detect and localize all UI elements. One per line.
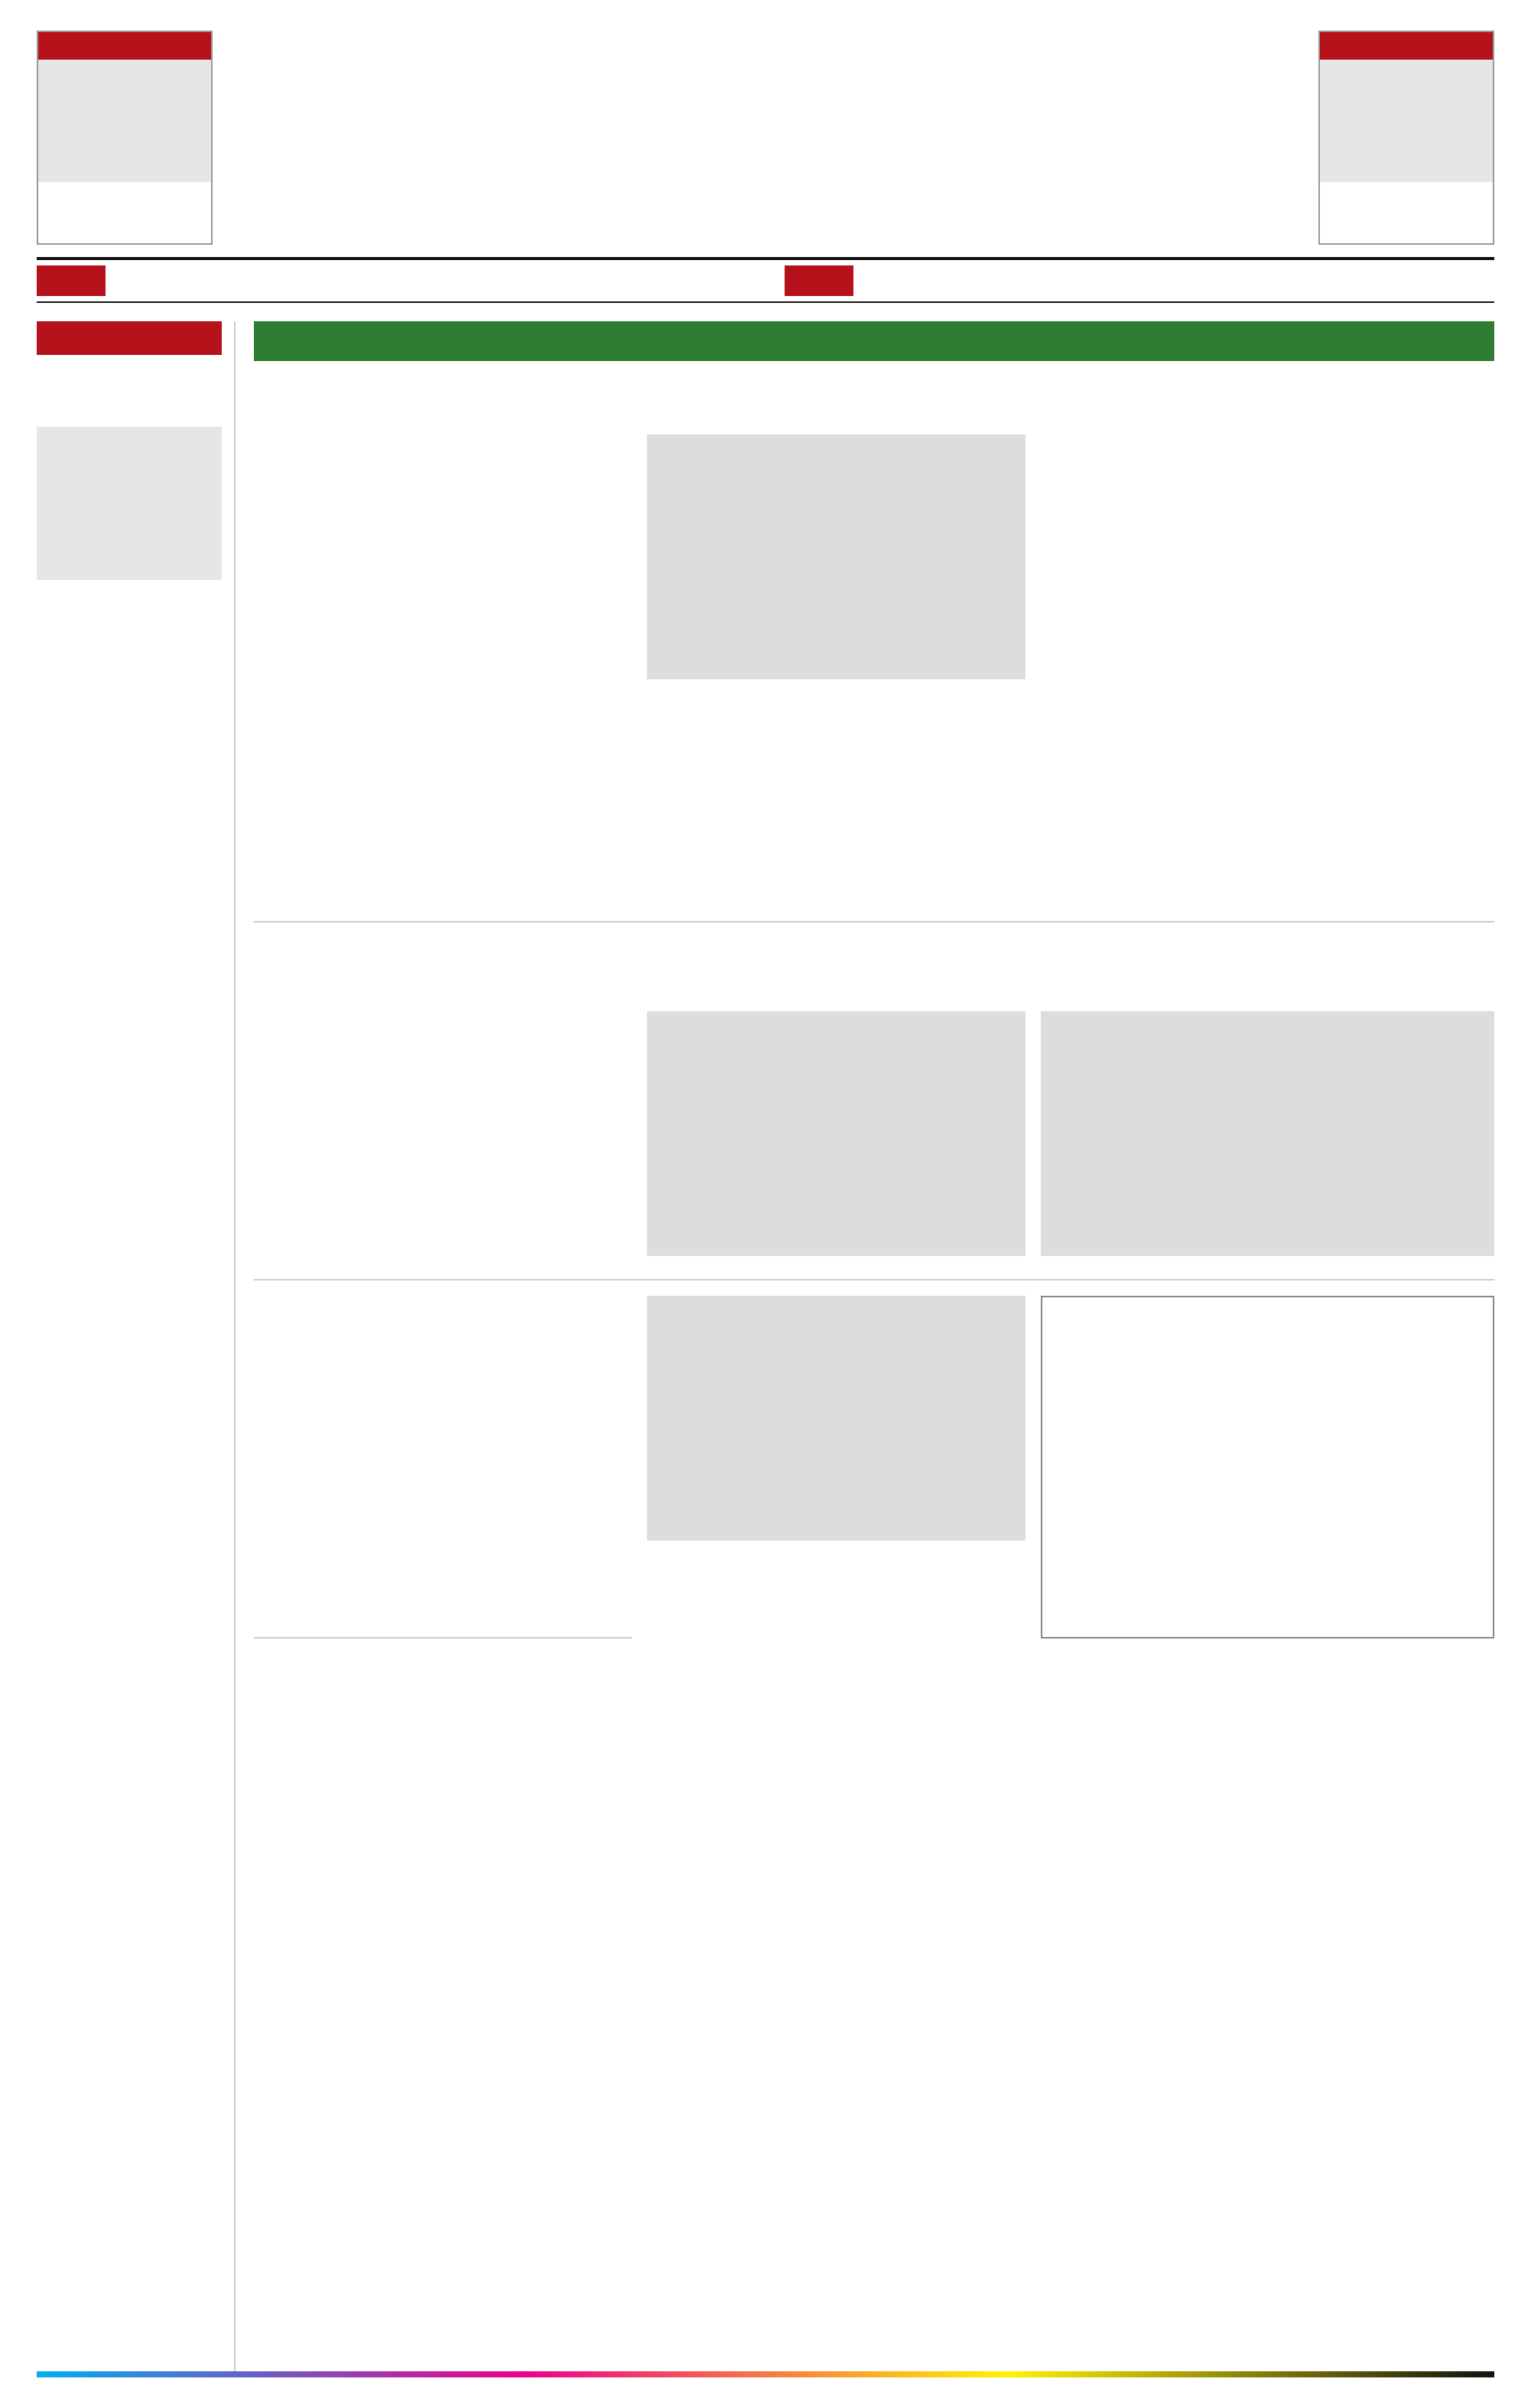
brand: [231, 31, 1300, 245]
second-story-text: [254, 1037, 632, 1267]
left-box-text: [38, 182, 211, 243]
ad-list-item: [1055, 1446, 1481, 1470]
main-column: [254, 321, 1494, 2371]
second-story-text-column: [254, 1011, 632, 1267]
edition-issue: [564, 269, 656, 292]
lead-story-headline: [254, 369, 1494, 427]
third-story-headline: [254, 1303, 632, 1362]
ad-brand: [1055, 1310, 1481, 1355]
ad-line: [1055, 1392, 1481, 1414]
lead-story-text-1: [254, 460, 632, 690]
left-box-photo: [38, 60, 211, 182]
third-story-photo: [647, 1296, 1025, 1541]
lower-section: [254, 1296, 1494, 1638]
right-box-text: [1320, 182, 1493, 243]
second-story-headline: [254, 945, 1494, 1004]
edition-infobar: [37, 260, 1494, 303]
ad-list-item: [1055, 1470, 1481, 1495]
masthead: [37, 31, 1494, 260]
lead-story-kicker: [254, 321, 1494, 361]
lead-story-photo: [647, 434, 1025, 679]
edition-website[interactable]: [344, 269, 436, 292]
third-story-byline: [254, 1369, 632, 1389]
lead-story-byline: [254, 434, 632, 454]
edition-channel[interactable]: [454, 269, 546, 292]
second-story-photo: [647, 1011, 1025, 1256]
ad-contact: [1055, 1527, 1481, 1548]
edition-dateline: [124, 269, 216, 292]
edition-pages: [785, 265, 853, 296]
right-box-title: [1320, 32, 1493, 60]
edition-calendar: [234, 269, 326, 292]
masthead-right-box: [1318, 31, 1494, 245]
third-story-text: [254, 1395, 632, 1625]
second-story-byline: [254, 1011, 632, 1031]
page-content: [37, 321, 1494, 2371]
lead-story-side: [1041, 434, 1494, 909]
left-box-title: [38, 32, 211, 60]
lead-story-side-head: [1041, 434, 1494, 454]
lead-story-text-2: [647, 679, 1025, 909]
ad-line: [1055, 1363, 1481, 1385]
ad-list-item: [1055, 1421, 1481, 1446]
left-column-body: [37, 589, 222, 1277]
lead-story-side-text: [1041, 460, 1494, 690]
ad-list: [1055, 1421, 1481, 1519]
edition-year: [37, 265, 106, 296]
lead-story-column-1: [254, 434, 632, 909]
left-column-photo: [37, 427, 222, 580]
ad-list-item: [1055, 1495, 1481, 1519]
masthead-left-box: [37, 31, 213, 245]
third-story: [254, 1296, 632, 1638]
print-color-strip: [37, 2371, 1494, 2377]
lead-story-column-2: [647, 434, 1025, 909]
second-story: [254, 938, 1494, 1280]
right-box-photo: [1320, 60, 1493, 182]
left-column: [37, 321, 236, 2371]
left-column-tag: [37, 321, 222, 355]
advertisement[interactable]: [1041, 1296, 1494, 1638]
edition-price: [674, 269, 766, 292]
second-story-photo-2: [1041, 1011, 1494, 1256]
lead-story: [254, 321, 1494, 923]
left-column-headline: [37, 364, 222, 418]
